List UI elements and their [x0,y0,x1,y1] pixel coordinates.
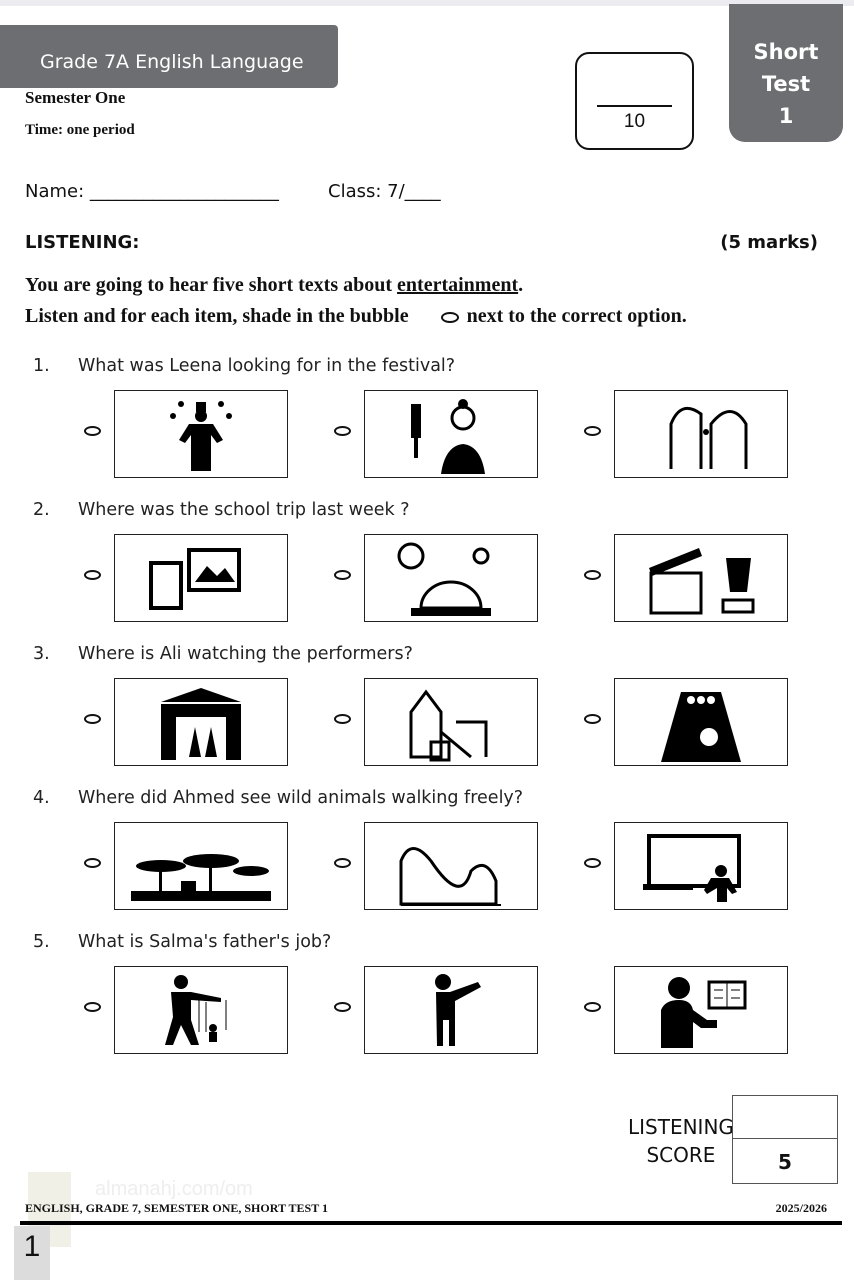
listening-score-max: 5 [732,1139,838,1184]
answer-bubble-3-2[interactable] [334,714,351,724]
instruction-1: You are going to hear five short texts about entertainment. [25,274,524,296]
puppeteer-icon [131,970,271,1050]
option-picture-5-3 [614,966,788,1054]
answer-bubble-2-1[interactable] [84,570,101,580]
time-label: Time: one period [25,122,135,138]
listening-score-input[interactable] [732,1095,838,1139]
footer-title: ENGLISH, GRADE 7, SEMESTER ONE, SHORT TEST 1 [25,1201,329,1215]
option-picture-4-2 [364,822,538,910]
art-gallery-icon [131,538,271,618]
watermark-text: almanahj.com/om [95,1178,253,1200]
bubble-example-icon [441,312,459,323]
option-picture-4-3 [614,822,788,910]
top-strip [0,0,854,6]
option-picture-2-3 [614,534,788,622]
answer-bubble-1-2[interactable] [334,426,351,436]
answer-bubble-5-3[interactable] [584,1002,601,1012]
answer-bubble-5-2[interactable] [334,1002,351,1012]
option-picture-1-2 [364,390,538,478]
footer-rule [20,1221,842,1225]
answer-bubble-1-3[interactable] [584,426,601,436]
class-field[interactable]: Class: 7/____ [328,181,441,202]
answer-bubble-4-2[interactable] [334,858,351,868]
answer-bubble-4-3[interactable] [584,858,601,868]
bowling-alley-icon [631,682,771,762]
safari-park-icon [131,826,271,906]
option-picture-3-2 [364,678,538,766]
option-picture-1-3 [614,390,788,478]
total-score-box [575,52,694,150]
short-test-tab: Short Test 1 [729,4,843,142]
question-5: 5. What is Salma's father's job? [33,932,332,952]
singer-icon [631,394,771,474]
name-field[interactable]: Name: _____________________ [25,181,279,202]
option-picture-5-2 [364,966,538,1054]
section-title: LISTENING: [25,232,140,253]
option-picture-1-1 [114,390,288,478]
fashion-designer-icon [381,394,521,474]
answer-bubble-5-1[interactable] [84,1002,101,1012]
aquarium-icon [631,826,771,906]
footer-year: 2025/2026 [775,1201,827,1215]
page-number: 1 [14,1226,50,1280]
option-picture-4-1 [114,822,288,910]
roller-coaster-icon [381,826,521,906]
option-picture-2-2 [364,534,538,622]
playground-icon [381,682,521,762]
question-3: 3. Where is Ali watching the performers? [33,644,413,664]
theatre-stage-icon [131,682,271,762]
question-1: 1. What was Leena looking for in the festival? [33,356,456,376]
planetarium-icon [381,538,521,618]
author-icon [631,970,771,1050]
question-4: 4. Where did Ahmed see wild animals walking freely? [33,788,524,808]
option-picture-3-1 [114,678,288,766]
question-2: 2. Where was the school trip last week ? [33,500,410,520]
instruction-2: Listen and for each item, shade in the bubble next to the correct option. [25,305,687,327]
listening-score-label: LISTENING SCORE [628,1115,734,1167]
option-picture-3-3 [614,678,788,766]
semester-label: Semester One [25,88,126,107]
course-banner: Grade 7A English Language [0,25,338,88]
answer-bubble-3-1[interactable] [84,714,101,724]
answer-bubble-2-3[interactable] [584,570,601,580]
answer-bubble-3-3[interactable] [584,714,601,724]
option-picture-2-1 [114,534,288,622]
cinema-icon [631,538,771,618]
answer-bubble-4-1[interactable] [84,858,101,868]
tour-guide-icon [381,970,521,1050]
section-marks: (5 marks) [720,232,818,253]
answer-bubble-1-1[interactable] [84,426,101,436]
juggler-icon [131,394,271,474]
option-picture-5-1 [114,966,288,1054]
total-marks: 10 [623,111,646,132]
answer-bubble-2-2[interactable] [334,570,351,580]
